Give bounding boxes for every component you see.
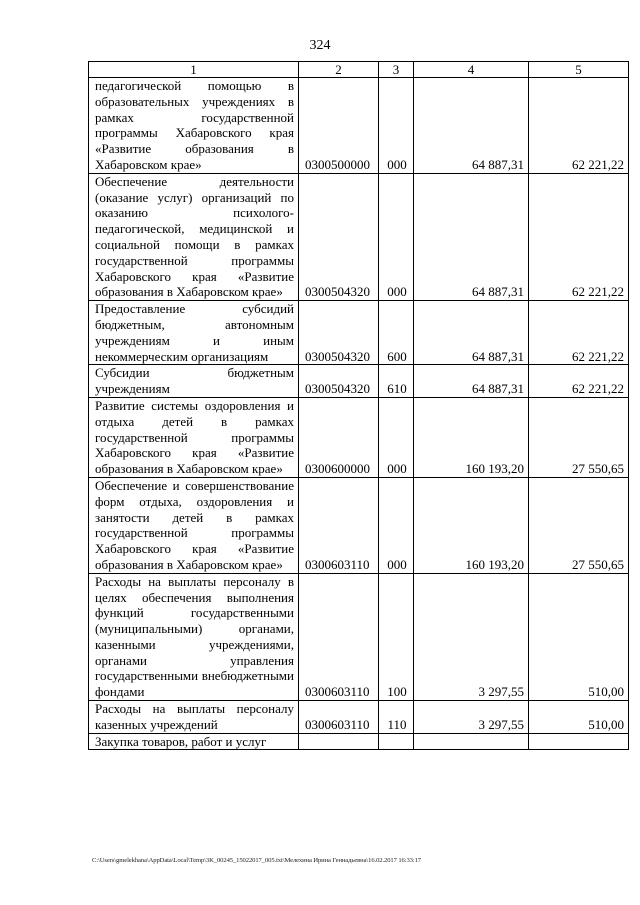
row-type: 110 bbox=[379, 701, 414, 734]
header-row bbox=[89, 62, 629, 78]
table-row bbox=[89, 78, 629, 174]
row-name: Субсидии бюджетным учреждениям bbox=[89, 365, 299, 398]
header-col-4: 4 bbox=[414, 62, 529, 78]
row-sum1: 64 887,31 bbox=[414, 365, 529, 398]
row-sum1 bbox=[414, 733, 529, 750]
row-code: 0300504320 bbox=[299, 301, 379, 365]
row-sum2: 27 550,65 bbox=[529, 477, 629, 573]
row-sum2 bbox=[529, 733, 629, 750]
row-code: 0300504320 bbox=[299, 365, 379, 398]
row-name: Предоставление субсидий бюджетным, автономным учреждениям и иным некоммерческим организациям bbox=[89, 301, 299, 365]
row-name: Обеспечение и совершенствование форм отдыха, оздоровления и занятости детей в рамках государственной программы Хабаровского края «Развитие образования в Хабаровском крае» bbox=[89, 477, 299, 573]
table-row bbox=[89, 365, 629, 398]
row-sum2: 62 221,22 bbox=[529, 173, 629, 300]
header-col-2: 2 bbox=[299, 62, 379, 78]
row-sum1: 3 297,55 bbox=[414, 701, 529, 734]
row-type: 100 bbox=[379, 573, 414, 700]
row-name: Развитие системы оздоровления и отдыха детей в рамках государственной программы Хабаровского края «Развитие образования в Хабаровском крае» bbox=[89, 397, 299, 477]
table-row bbox=[89, 733, 629, 750]
row-type: 600 bbox=[379, 301, 414, 365]
header-col-3: 3 bbox=[379, 62, 414, 78]
table-row bbox=[89, 173, 629, 300]
table-row bbox=[89, 477, 629, 573]
page-number: 324 bbox=[309, 38, 331, 53]
row-code: 0300600000 bbox=[299, 397, 379, 477]
row-sum1: 3 297,55 bbox=[414, 573, 529, 700]
row-code: 0300603110 bbox=[299, 701, 379, 734]
row-name: Расходы на выплаты персоналу в целях обеспечения выполнения функций государственными (муниципальными) органами, казенными учреждениями, органами управления государственными внебюджетными фондами bbox=[89, 573, 299, 700]
row-type: 000 bbox=[379, 477, 414, 573]
table-row bbox=[89, 301, 629, 365]
row-type: 000 bbox=[379, 397, 414, 477]
row-type bbox=[379, 733, 414, 750]
row-sum2: 510,00 bbox=[529, 573, 629, 700]
header-col-5: 5 bbox=[529, 62, 629, 78]
row-code: 0300500000 bbox=[299, 78, 379, 174]
row-type: 610 bbox=[379, 365, 414, 398]
row-sum1: 160 193,20 bbox=[414, 477, 529, 573]
row-sum2: 510,00 bbox=[529, 701, 629, 734]
row-name: Обеспечение деятельности (оказание услуг) организаций по оказанию психолого-педагогической, медицинской и социальной помощи в рамках государственной программы Хабаровского края «Развитие образования в Хабаровском крае» bbox=[89, 173, 299, 300]
row-sum1: 160 193,20 bbox=[414, 397, 529, 477]
row-type: 000 bbox=[379, 173, 414, 300]
row-sum1: 64 887,31 bbox=[414, 78, 529, 174]
row-type: 000 bbox=[379, 78, 414, 174]
row-name: педагогической помощью в образовательных учреждениях в рамках государственной программы Хабаровского края «Развитие образования в Хабаровском крае» bbox=[89, 78, 299, 174]
table-row bbox=[89, 397, 629, 477]
row-name: Закупка товаров, работ и услуг bbox=[89, 733, 299, 750]
row-code: 0300504320 bbox=[299, 173, 379, 300]
row-sum1: 64 887,31 bbox=[414, 173, 529, 300]
header-col-1: 1 bbox=[89, 62, 299, 78]
table-row bbox=[89, 573, 629, 700]
budget-table bbox=[88, 61, 629, 750]
row-code bbox=[299, 733, 379, 750]
row-sum2: 62 221,22 bbox=[529, 301, 629, 365]
row-sum2: 27 550,65 bbox=[529, 397, 629, 477]
row-sum1: 64 887,31 bbox=[414, 301, 529, 365]
footer-file-path: C:\Users\gmelekhana\AppData\Local\Temp\3K_00245_15022017_005.txt\Мелехина Ирина Геннадьевна\16.02.2017 16:33:17 bbox=[92, 857, 421, 864]
row-sum2: 62 221,22 bbox=[529, 365, 629, 398]
row-code: 0300603110 bbox=[299, 573, 379, 700]
row-code: 0300603110 bbox=[299, 477, 379, 573]
row-sum2: 62 221,22 bbox=[529, 78, 629, 174]
table-row bbox=[89, 701, 629, 734]
row-name: Расходы на выплаты персоналу казенных учреждений bbox=[89, 701, 299, 734]
